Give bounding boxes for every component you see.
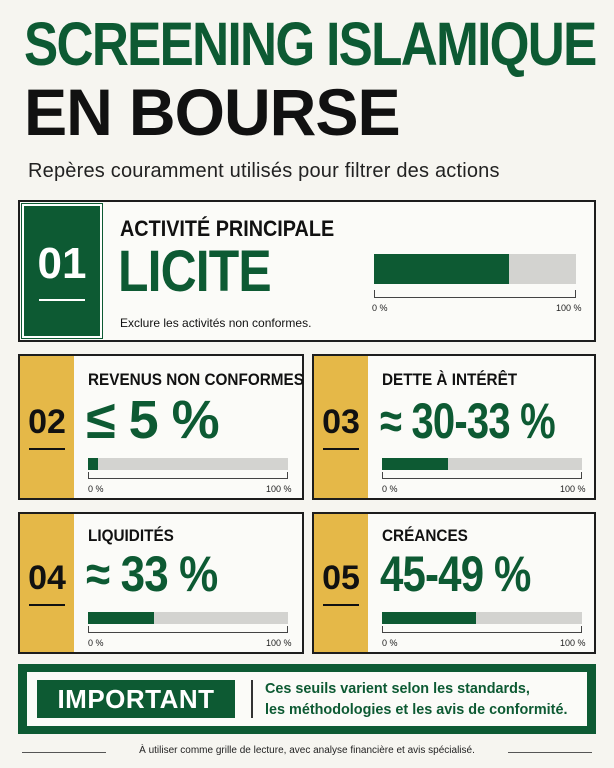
number-underline [29, 448, 65, 450]
number-underline [323, 448, 359, 450]
main-title-line-2: EN BOURSE [24, 75, 400, 149]
criterion-value: LICITE [118, 239, 271, 304]
criterion-card-05 [312, 512, 596, 654]
criterion-value: ≈ 30-33 % [380, 393, 555, 449]
criterion-number-box [20, 514, 74, 652]
number-underline [39, 299, 85, 301]
criterion-number: 02 [28, 403, 66, 441]
criterion-axis [374, 290, 576, 298]
criterion-bar-fill [382, 612, 476, 624]
criterion-card-03 [312, 354, 596, 500]
criterion-bar [382, 612, 582, 624]
important-text-line-2: les méthodologies et les avis de conformité. [265, 701, 568, 718]
axis-max-label: 100 % [266, 638, 292, 648]
important-text-line-1: Ces seuils varient selon les standards, [265, 680, 530, 697]
axis-min-label: 0 % [372, 303, 388, 313]
criterion-number: 04 [28, 559, 66, 597]
criterion-bar-fill [374, 254, 509, 284]
criterion-number-box [314, 356, 368, 498]
main-title-line-1: SCREENING ISLAMIQUE [24, 10, 596, 78]
axis-min-label: 0 % [382, 638, 398, 648]
criterion-axis [88, 472, 288, 479]
footer-note: À utiliser comme grille de lecture, avec analyse financière et avis spécialisé. [139, 745, 475, 756]
criterion-axis [382, 626, 582, 633]
number-underline [323, 604, 359, 606]
criterion-bar [374, 254, 576, 284]
important-badge: IMPORTANT [37, 680, 235, 718]
criterion-label: LIQUIDITÉS [88, 526, 174, 545]
axis-max-label: 100 % [560, 484, 586, 494]
criterion-label: ACTIVITÉ PRINCIPALE [120, 216, 335, 241]
criterion-number-box [22, 204, 102, 338]
criterion-number: 01 [37, 239, 87, 288]
important-text [265, 678, 567, 720]
criterion-number: 03 [322, 403, 360, 441]
axis-min-label: 0 % [88, 484, 104, 494]
important-banner [18, 664, 596, 734]
criterion-card-01 [18, 200, 596, 342]
criterion-bar [88, 458, 288, 470]
subtitle: Repères couramment utilisés pour filtrer des actions [28, 160, 500, 182]
criterion-number-box [20, 356, 74, 498]
criterion-value: 45-49 % [380, 546, 531, 602]
criterion-label: DETTE À INTÉRÊT [382, 370, 518, 389]
footer-rule-right [508, 752, 592, 753]
criterion-bar [382, 458, 582, 470]
axis-max-label: 100 % [560, 638, 586, 648]
criterion-card-02 [18, 354, 304, 500]
criterion-axis [382, 472, 582, 479]
number-underline [29, 604, 65, 606]
criterion-value: ≈ 33 % [86, 546, 218, 602]
criterion-bar-fill [382, 458, 448, 470]
criterion-bar-fill [88, 458, 98, 470]
criterion-value: ≤ 5 % [86, 390, 219, 450]
axis-max-label: 100 % [266, 484, 292, 494]
criterion-note: Exclure les activités non conformes. [120, 316, 312, 330]
axis-min-label: 0 % [382, 484, 398, 494]
criterion-axis [88, 626, 288, 633]
important-inner [27, 672, 587, 726]
criterion-card-04 [18, 512, 304, 654]
axis-max-label: 100 % [556, 303, 582, 313]
criterion-number-box [314, 514, 368, 652]
criterion-number: 05 [322, 559, 360, 597]
axis-min-label: 0 % [88, 638, 104, 648]
criterion-bar-fill [88, 612, 154, 624]
criterion-bar [88, 612, 288, 624]
criterion-label: CRÉANCES [382, 526, 468, 545]
criterion-label: REVENUS NON CONFORMES [88, 370, 304, 389]
important-separator [251, 680, 253, 718]
